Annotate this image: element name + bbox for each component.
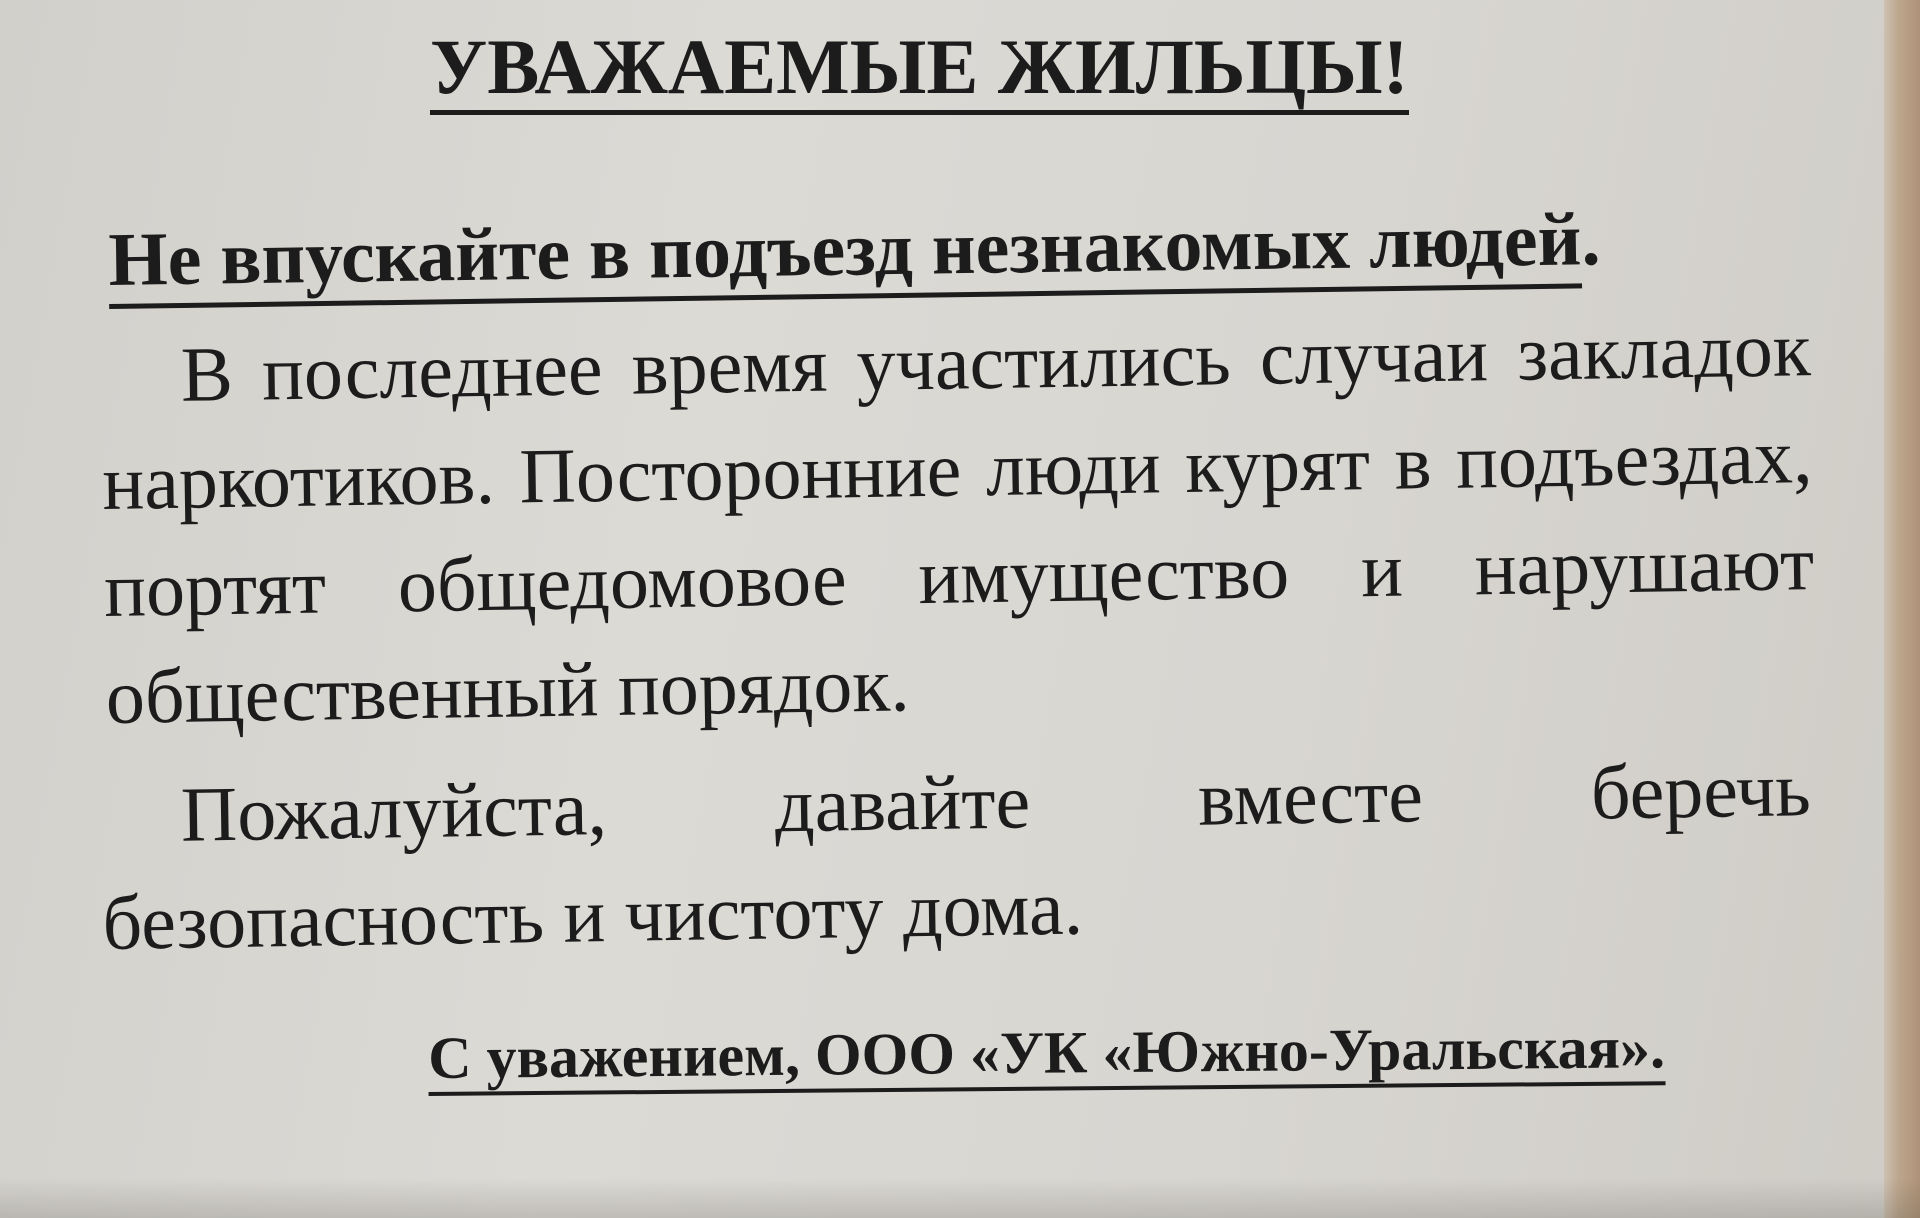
notice-warning [107, 197, 1601, 302]
notice-paragraph-2: Пожалуйста, давайте вместе беречь безопасность и чистоту дома. [101, 745, 1812, 966]
notice-warning-text: Не впускайте в подъезд незнакомых людей [108, 197, 1582, 309]
notice-title: УВАЖАЕМЫЕ ЖИЛЬЦЫ! [430, 28, 1409, 115]
bottom-shadow [0, 1178, 1920, 1218]
notice-signature: С уважением, ООО «УК «Южно-Уральская». [428, 1017, 1665, 1096]
wood-edge [1884, 0, 1920, 1218]
notice-paragraph-1: В последнее время участились случаи закладок наркотиков. Посторонние люди курят в подъездах, портят общедомовое имущество и нарушают общественный порядок. [101, 305, 1815, 740]
notice-warning-period: . [1580, 197, 1601, 282]
